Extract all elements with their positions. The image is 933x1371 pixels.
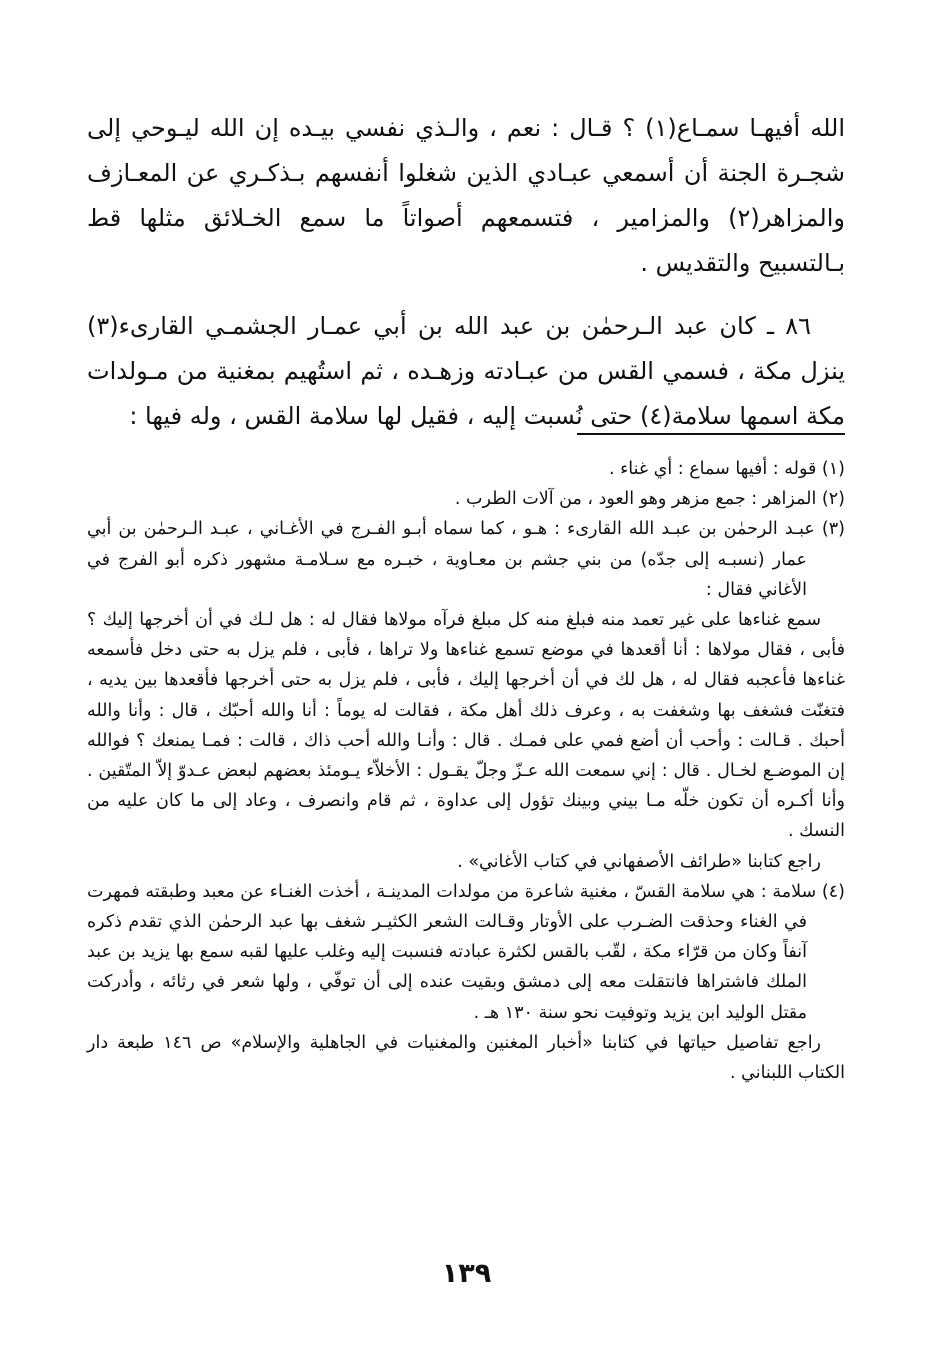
main-text bbox=[87, 106, 845, 439]
footnote-3: (٣) عبـد الرحمٰن بن عبـد الله القارىء : هـو ، كما سماه أبـو الفـرج في الأغـاني ، عبـد الـرحمٰن بن أبي عمار (نسبـه إلى جدّه) من بني جشم بن معـاوية ، خبـره مع سـلامـة مشهور ذكره أبو الفرج في الأغاني فقال : bbox=[87, 519, 845, 600]
footnote-4-reference: راجع تفاصيل حياتها في كتابنا «أخبار المغنين والمغنيات في الجاهلية والإسلام» ص ١٤٦ طبعة دار الكتاب اللبناني . bbox=[87, 1032, 845, 1084]
footnotes bbox=[87, 454, 845, 1088]
footnote-3-reference: راجع كتابنا «طرائف الأصفهاني في كتاب الأغاني» . bbox=[457, 851, 821, 872]
footnote-separator bbox=[577, 433, 845, 435]
body-paragraph-2: ٨٦ ـ كان عبد الـرحمٰن بن عبد الله بن أبي عمـار الجشمـي القارىء(٣) ينزل مكة ، فسمي القس من عبـادته وزهـده ، ثم استُهيم بمغنية من مـولدات مكة اسمها سلامة(٤) حتى نُسبت إليه ، فقيل لها سلامة القس ، وله فيها : bbox=[87, 312, 845, 430]
footnote-2: (٢) المزاهر : جمع مزهر وهو العود ، من آلات الطرب . bbox=[454, 489, 845, 510]
body-paragraph-1: الله أفيهـا سمـاع(١) ؟ قـال : نعم ، والـذي نفسي بيـده إن الله ليـوحي إلى شجـرة الجنة أن أسمعي عبـادي الذين شغلوا أنفسهم بـذكـري عن المعـازف والمزاهر(٢) والمزامير ، فتسمعهم أصواتاً ما سمع الخـلائق مثلها قط بـالتسبيح والتقديس . bbox=[87, 114, 845, 277]
footnote-1: (١) قوله : أفيها سماع : أي غناء . bbox=[608, 459, 845, 479]
footnote-3-story: سمع غناءها على غير تعمد منه فبلغ منه كل مبلغ فرآه مولاها فقال له : هل لـك في أن أخرجها إليك ؟ فأبى ، فقال مولاها : أنا أقعدها في موضع تسمع غناءها ولا تراها ، فأبى ، فلم يزل به حتى دخل فأسمعه غناءها فأعجبه فقال له ، هل لك في أن أخرجها إليك ، فأبى ، فلم يزل به حتى أخرجها فأقعدها بين يديه ، فتغنّت فشغف بها وشغفت به ، وعرف ذلك أهل مكة ، فقالت له يوماً : أنا والله أحبّك ، قال : وأنا والله أحبك . قـالت : وأحب أن أضع فمي على فمـك . قال : وأنـا والله أحب ذاك ، قالت : فمـا يمنعك ؟ فوالله إن الموضـع لخـال . قال : إني سمعت الله عـزّ وجلّ يقـول : الأخلاّء يـومئذ بعضهم لبعض عـدوّ إلاّ المتّقين . وأنا أكـره أن تكون خلّه مـا بيني وبينك تؤول إلى عداوة ، ثم قام وانصرف ، وعاد إلى ما كان عليه من النسك . bbox=[87, 610, 845, 842]
footnote-4: (٤) سلامة : هي سلامة القسّ ، مغنية شاعرة من مولدات المدينـة ، أخذت الغنـاء عن معبد وطبقته فمهرت في الغناء وحذقت الضـرب على الأوتار وقـالت الشعر الكثيـر شغف بها عبد الرحمٰن الذي تقدم ذكره آنفاً وكان من قرّاء مكة ، لقّب بالقس لكثرة عبادته فنسبت إليه وغلب عليها لقبه سمع بها يزيد بن عبد الملك فاشتراها فانتقلت معه إلى دمشق وبقيت عنده إلى أن توفّي ، ولها شعر في رثائه ، وأدركت مقتل الوليد ابن يزيد وتوفيت نحو سنة ١٣٠ هـ . bbox=[87, 881, 845, 1023]
page-number: ١٣٩ bbox=[441, 1258, 492, 1289]
